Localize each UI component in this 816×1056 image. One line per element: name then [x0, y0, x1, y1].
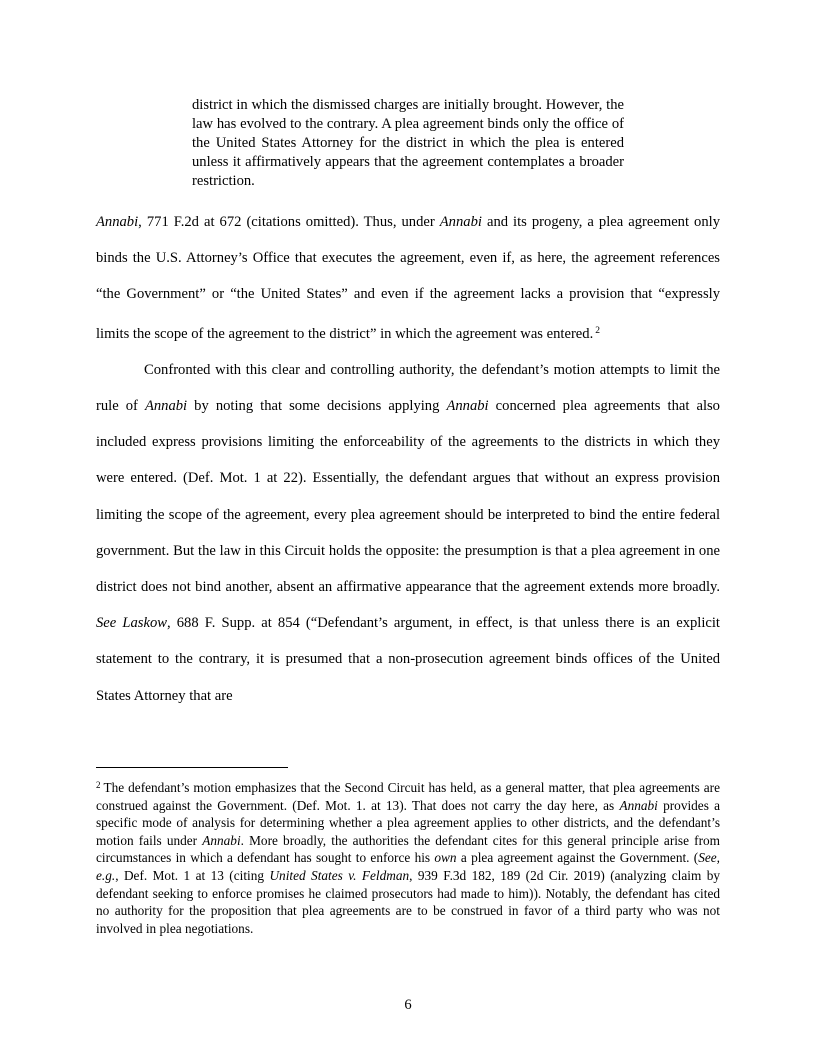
case-name: Annabi	[96, 214, 139, 230]
case-name: Annabi	[439, 214, 482, 230]
case-name: Annabi	[144, 398, 188, 415]
paragraph-annabi-holding: Annabi, 771 F.2d at 672 (citations omitted). Thus, under Annabi and its progeny, a plea agreement only binds the U.S. Attorney’s Office that executes the agreement, even if, as here, the agreement references “the Government” or “the United States” and even if the agreement lacks a provision that “expressly limits the scope of the agreement to the district” in which the agreement was entered. $^2$	[96, 214, 720, 342]
footnote-divider	[96, 767, 288, 768]
block-quote: district in which the dismissed charges are initially brought. However, the law has evolved to the contrary. A plea agreement binds only the office of the United States Attorney for the district in which the plea is entered unless it affirmatively appears that the agreement contemplates a broader restriction.	[192, 97, 624, 189]
footnote-2: $^2$ The defendant’s motion emphasizes that the Second Circuit has held, as a general matter, that plea agreements are construed against the Government. (Def. Mot. 1. at 13). That does not carry the day here, as Annabi provides a specific mode of analysis for determining whether a plea agreement applies to other districts, and the defendant’s motion fails under Annabi. More broadly, the authorities the defendant cites for this general principle arise from circumstances in which a defendant has sought to enforce his own a plea agreement against the Government. (See, e.g., Def. Mot. 1 at 13 (citing United States v. Feldman, 939 F.3d 182, 189 (2d Cir. 2019) (analyzing claim by defendant seeking to enforce promises he claimed prosecutors had made to him)). Notably, the defendant has cited no authority for the proposition that plea agreements are to be construed in favor of a third party who was not involved in plea negotiations.	[96, 780, 721, 936]
paragraph-confronted: Confronted with this clear and controlling authority, the defendant’s motion attempts to limit the rule of Annabi by noting that some decisions applying Annabi concerned plea agreements that also included express provisions limiting the enforceability of the agreements to the districts in which they were entered. (Def. Mot. 1 at 22). Essentially, the defendant argues that without an express provision limiting the scope of the agreement, every plea agreement should be interpreted to bind the entire federal government. But the law in this Circuit holds the opposite: the presumption is that a plea agreement in one district does not bind another, absent an affirmative appearance that the agreement extends more broadly. See Laskow, 688 F. Supp. at 854 (“Defendant’s argument, in effect, is that unless there is an explicit statement to the contrary, it is presumed that a non-prosecution agreement binds offices of the United States Attorney that are	[96, 361, 720, 704]
case-name: United States v. Feldman	[269, 867, 410, 883]
footnote-number: 2	[96, 780, 101, 790]
page-number: 6	[404, 997, 412, 1013]
case-name: See Laskow	[96, 615, 167, 632]
body-text	[96, 204, 720, 714]
footnote-reference[interactable]: 2	[595, 325, 600, 336]
emphasis: own	[434, 850, 457, 866]
case-name: Annabi	[202, 832, 241, 848]
signal: See, e.g.	[96, 850, 721, 883]
case-name: Annabi	[619, 797, 658, 813]
case-name: Annabi	[446, 398, 489, 415]
